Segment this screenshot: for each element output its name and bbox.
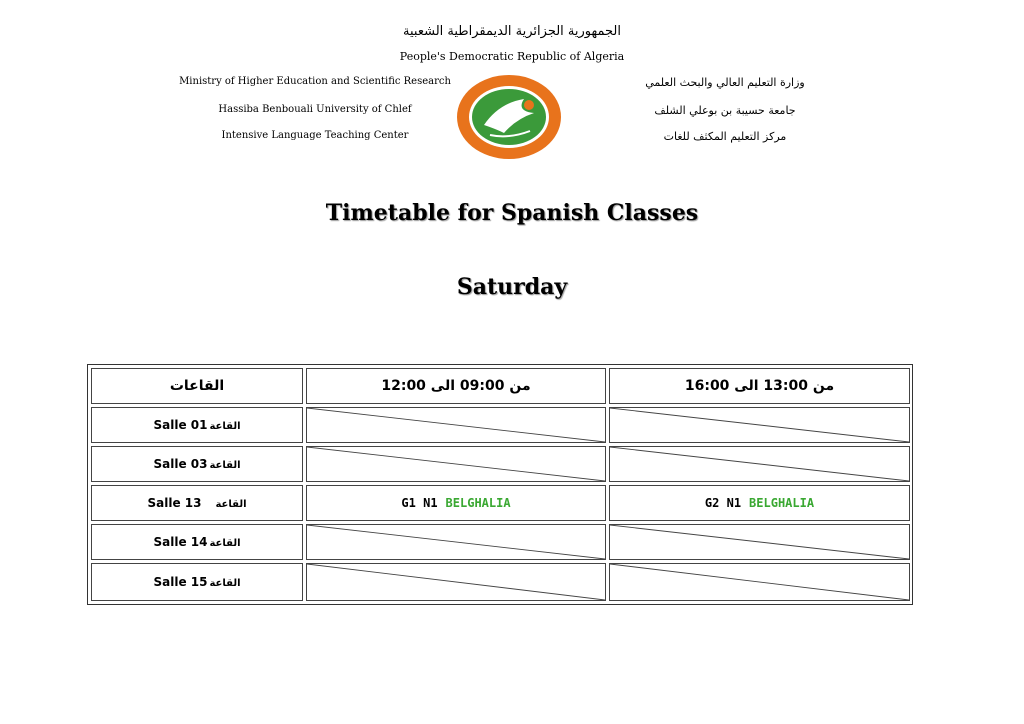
room-name: Salle 03 [153,457,208,471]
empty-slot [609,446,910,482]
university-label-en: Hassiba Benbouali University of Chlef [218,104,412,115]
header-rooms [91,368,303,404]
teacher-name: BELGHALIA [749,496,815,510]
ministry-label-en: Ministry of Higher Education and Scientific Research [179,76,451,87]
room-name-ar: القاعة [209,538,241,549]
center-label-en: Intensive Language Teaching Center [221,130,409,141]
room-name-ar: القاعة [209,578,241,589]
room-name: Salle 14 [153,535,208,549]
empty-slot-diagonal [610,525,909,559]
header-rooms-label: القاعات [169,378,225,394]
class-slot-label [705,496,814,510]
page-title: Timetable for Spanish Classes [325,200,699,226]
header-morning [306,368,606,404]
empty-slot-diagonal [307,447,605,481]
teacher-name: BELGHALIA [445,496,511,510]
room-cell [91,524,303,560]
room-label [153,457,240,471]
room-cell [91,485,303,521]
day-title: Saturday [456,274,568,300]
header-afternoon [609,368,910,404]
center-label-ar: مركز التعليم المكثف للغات [663,130,787,143]
header-english-republic: People's Democratic Republic of Algeria [399,50,625,63]
class-slot [306,485,606,521]
room-name-ar: القاعة [209,421,241,432]
empty-slot [306,524,606,560]
empty-slot [306,407,606,443]
room-cell [91,407,303,443]
group-label: G1 N1 [401,496,438,510]
empty-slot [306,563,606,601]
header-arabic-republic: الجمهورية الجزائرية الديمقراطية الشعبية [403,24,621,39]
room-name: Salle 13 [147,496,202,510]
room-label [153,418,240,432]
ministry-label-ar: وزارة التعليم العالي والبحث العلمي [645,76,805,89]
room-cell [91,563,303,601]
empty-slot [609,563,910,601]
room-label [153,575,240,589]
room-name: Salle 01 [153,418,208,432]
room-name-ar: القاعة [215,499,247,510]
empty-slot-diagonal [610,408,909,442]
empty-slot-diagonal [610,447,909,481]
empty-slot [306,446,606,482]
empty-slot [609,524,910,560]
room-cell [91,446,303,482]
university-label-ar: جامعة حسيبة بن بوعلي الشلف [654,104,796,117]
class-slot-label [401,496,510,510]
empty-slot-diagonal [307,564,605,600]
room-label [147,496,246,510]
university-logo-icon [454,73,564,161]
room-label [153,535,240,549]
header-afternoon-label: من 13:00 الى 16:00 [684,378,835,394]
room-name: Salle 15 [153,575,208,589]
empty-slot [609,407,910,443]
header-morning-label: من 09:00 الى 12:00 [381,378,531,394]
group-label: G2 N1 [704,496,742,510]
room-name-ar: القاعة [209,460,241,471]
empty-slot-diagonal [307,525,605,559]
timetable [87,364,913,605]
empty-slot-diagonal [307,408,605,442]
class-slot [609,485,910,521]
empty-slot-diagonal [610,564,909,600]
